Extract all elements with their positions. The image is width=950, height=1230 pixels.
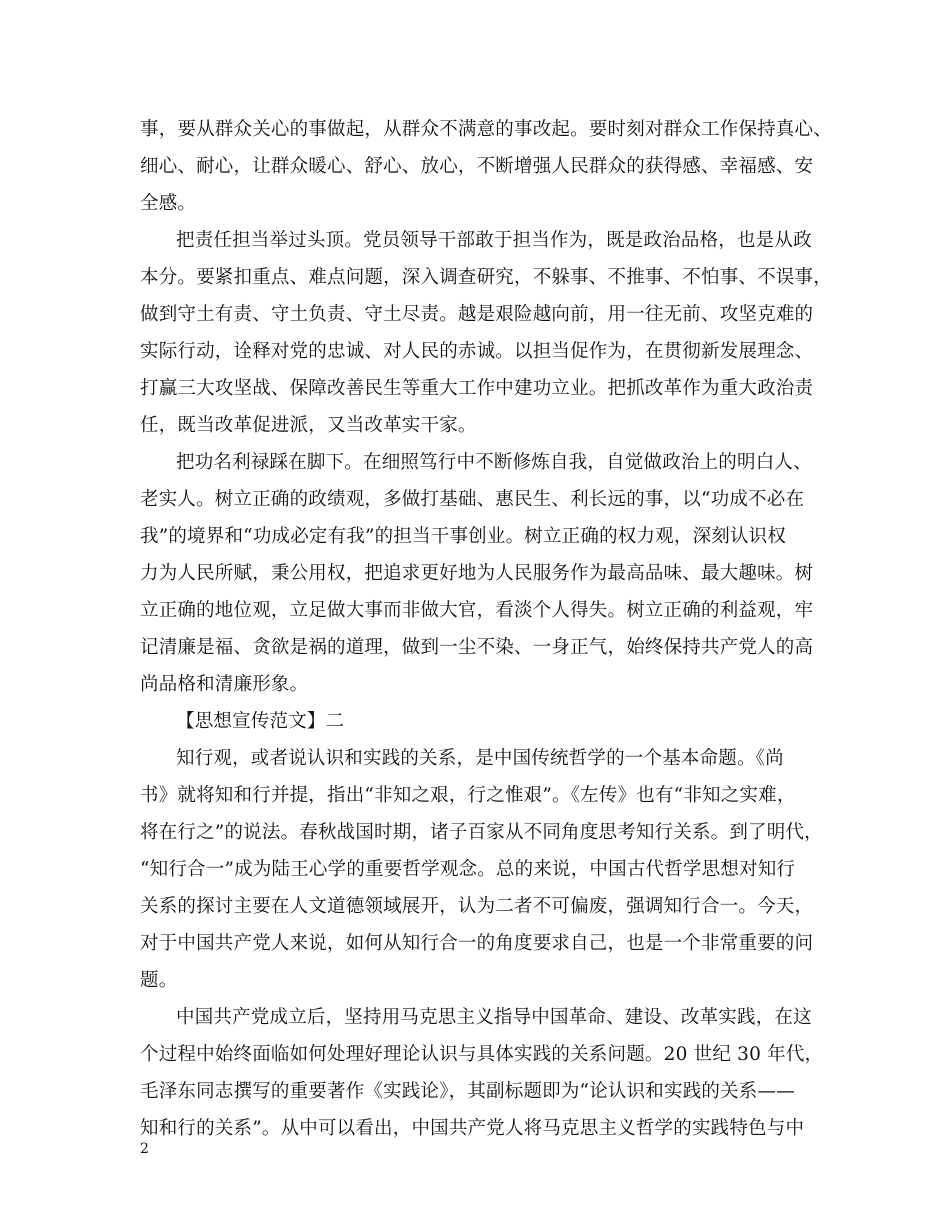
text-line: 知行观，或者说认识和实践的关系，是中国传统哲学的一个基本命题。《尚 (176, 748, 784, 769)
text-line: 中国共产党成立后，坚持用马克思主义指导中国革命、建设、改革实践，在这 (176, 1007, 812, 1028)
text-line: 细心、耐心，让群众暖心、舒心、放心，不断增强人民群众的获得感、幸福感、安 (140, 156, 814, 177)
text-line: 本分。要紧扣重点、难点问题，深入调查研究，不躲事、不推事、不怕事、不误事， (140, 267, 832, 288)
text-line: 立正确的地位观，立足做大事而非做大官，看淡个人得失。树立正确的利益观，牢 (140, 600, 814, 621)
text-line: 记清廉是福、贪欲是祸的道理，做到一尘不染、一身正气，始终保持共产党人的高 (140, 637, 814, 658)
section-heading: 【思想宣传范文】二 (176, 711, 345, 732)
text-line: 做到守土有责、守土负责、守土尽责。越是艰险越向前，用一往无前、攻坚克难的 (140, 304, 814, 325)
text-line: “知行合一”成为陆王心学的重要哲学观念。总的来说，中国古代哲学思想对知行 (140, 859, 796, 880)
text-line: 对于中国共产党人来说，如何从知行合一的角度要求自己，也是一个非常重要的问 (140, 933, 814, 954)
text-line: 将在行之”的说法。春秋战国时期，诸子百家从不同角度思考知行关系。到了明代， (140, 822, 823, 843)
text-line: 尚品格和清廉形象。 (140, 674, 309, 695)
text-line: 老实人。树立正确的政绩观，多做打基础、惠民生、利长远的事，以“功成不必在 (140, 489, 805, 510)
text-line: 把功名利禄踩在脚下。在细照笃行中不断修炼自我，自觉做政治上的明白人、 (176, 452, 812, 473)
text-line: 关系的探讨主要在人文道德领域展开，认为二者不可偏废，强调知行合一。今天， (140, 896, 814, 917)
text-line: 事，要从群众关心的事做起，从群众不满意的事改起。要时刻对群众工作保持真心、 (140, 119, 832, 140)
text-line: 把责任担当举过头顶。党员领导干部敢于担当作为，既是政治品格，也是从政 (176, 230, 812, 251)
text-line: 知和行的关系”。从中可以看出，中国共产党人将马克思主义哲学的实践特色与中 (140, 1118, 805, 1139)
text-line: 实际行动，诠释对党的忠诚、对人民的赤诚。以担当促作为，在贯彻新发展理念、 (140, 341, 814, 362)
text-line: 任，既当改革促进派，又当改革实干家。 (140, 415, 477, 436)
page-number: 2 (140, 1141, 149, 1157)
text-line: 力为人民所赋，秉公用权，把追求更好地为人民服务作为最高品味、最大趣味。树 (140, 563, 814, 584)
text-line: 我”的境界和“功成必定有我”的担当干事创业。树立正确的权力观，深刻认识权 (140, 526, 787, 547)
text-line: 全感。 (140, 193, 197, 214)
text-line: 打赢三大攻坚战、保障改善民生等重大工作中建功立业。把抓改革作为重大政治责 (140, 378, 814, 399)
text-line: 书》就将知和行并提，指出“非知之艰，行之惟艰”。《左传》也有“非知之实难， (140, 785, 796, 806)
text-line: 题。 (140, 970, 178, 991)
text-line: 个过程中始终面临如何处理好理论认识与具体实践的关系问题。20 世纪 30 年代， (140, 1044, 824, 1065)
text-line: 毛泽东同志撰写的重要著作《实践论》，其副标题即为“论认识和实践的关系—— (140, 1081, 795, 1102)
